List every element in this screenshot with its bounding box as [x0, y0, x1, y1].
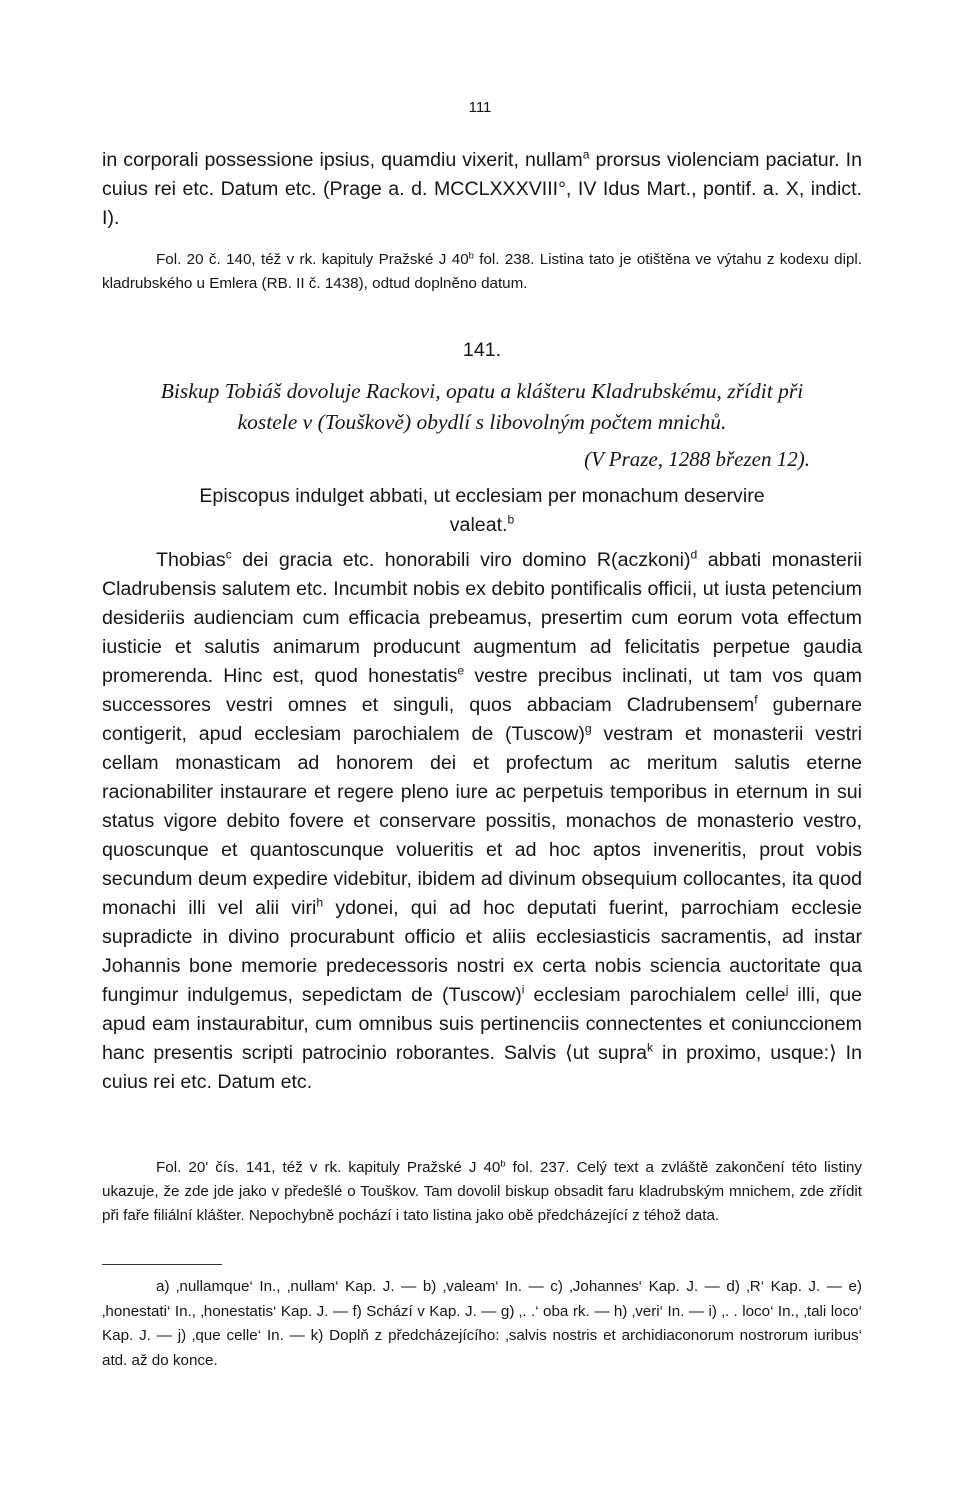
body-text: dei gracia etc. honorabili viro domino R(aczkoni) [231, 549, 691, 571]
summary-line: Episcopus indulget abbati, ut ecclesiam per monachum deservire [199, 485, 765, 507]
note-text-part: fol. 237. Celý text a zvláště zakončení této listiny ukazuje, že zde jde jako v předešlé o Touškov. Tam dovolil biskup obsadit faru kladrubským mnichem, zde zřídit při faře filiální klášter. Nepochybně pochází i tato listina jako obě předcházející z téhož data. [102, 1159, 862, 1224]
footnotes [102, 1275, 862, 1373]
summary-line [102, 511, 862, 540]
footnote-marker: i [521, 982, 525, 997]
footnote-marker: j [785, 982, 789, 997]
footnote-marker: f [754, 692, 758, 707]
document-number: 141. [462, 339, 502, 361]
superscript: b [500, 1157, 506, 1169]
footnote-marker: k [647, 1040, 654, 1055]
note-text-part: Fol. 20 č. 140, též v rk. kapituly Pražské J 40 [156, 251, 469, 268]
intro-note [102, 248, 862, 296]
note-text-part: Fol. 20' čís. 141, též v rk. kapituly Pražské J 40 [156, 1159, 501, 1176]
body-paragraph [102, 546, 862, 1097]
document-heading [102, 376, 862, 438]
document-note-paragraph [102, 1156, 862, 1228]
intro-text [102, 146, 862, 233]
footnote-divider [102, 1264, 222, 1265]
body-text: Thobias [156, 549, 226, 571]
footnote-marker: c [225, 547, 232, 562]
heading-line: kostele v (Touškově) obydlí s libovolným počtem mnichů. [237, 410, 727, 434]
document-summary [102, 482, 862, 540]
document-note [102, 1156, 862, 1228]
intro-text-part: in corporali possessione ipsius, quamdiu vixerit, nullam [102, 149, 583, 171]
intro-paragraph [102, 146, 862, 233]
body-text: vestram et monasterii vestri cellam monasticam ad honorem dei et profectum ac meritum salutis eterne racionabiliter instaurare et regere pleno iure ac perpetuis temporibus in eternum in sui status vigore debito fovere et conservare possitis, monachos de monasterio vestro, quoscunque et quantoscunque volueritis et ad hoc aptos inveneritis, prout vobis secundum deum expedire videbitur, ibidem ad divinum obsequium collocantes, ita quod monachi illi vel alii viri [102, 723, 862, 919]
body-text: ydonei, qui ad hoc deputati fuerint, parrochiam ecclesie supradicte in divino procurabunt officio et aliis ecclesiasticis sacramentis, ad instar Johannis bone memorie predecessoris nostri ex certa nobis sciencia auctoritate qua fungimur indulgemus, sepedictam de (Tuscow) [102, 897, 863, 1006]
body-text: in proximo, usque:⟩ In cuius rei etc. Datum etc. [102, 1042, 862, 1093]
intro-text-part: prorsus violenciam paciatur. In cuius rei etc. Datum etc. (Prage a. d. MCCLXXXVIII°, IV Idus Mart., pontif. a. X, indict. I). [102, 149, 862, 229]
body-text: abbati monasterii Cladrubensis salutem etc. Incumbit nobis ex debito pontificalis officii, ut iusta petencium desideriis audienciam cum efficacia prebeamus, presertim cum eorum vota effectum iusticie et salutis animarum producunt augmentum ad felicitatis perpetue gaudia promerenda. Hinc est, quod honestatis [102, 549, 862, 687]
heading-line: Biskup Tobiáš dovoluje Rackovi, opatu a klášteru Kladrubskému, zřídit při [160, 379, 804, 403]
footnote-marker: e [457, 663, 465, 678]
footnote-marker: h [316, 895, 324, 910]
footnote-marker: b [507, 512, 515, 527]
place-date: (V Praze, 1288 březen 12). [584, 447, 810, 471]
body-text: illi, que apud eam instaurabitur, cum omnibus suis pertinenciis connectentes et coniunccionem hanc presentis scripti patrocinio roborantes. Salvis ⟨ut supra [102, 984, 862, 1064]
body-text: ecclesiam parochialem celle [524, 984, 786, 1006]
intro-note-paragraph [102, 248, 862, 296]
summary-text: valeat. [449, 514, 508, 536]
body-text: vestre precibus inclinati, ut tam vos quam successores vestri omnes et singuli, quos abbaciam Cladrubensem [102, 665, 862, 716]
footnote-marker: a [582, 147, 590, 162]
document-body [102, 546, 862, 1097]
footnotes-text: a) ‚nullamque‘ In., ‚nullam‘ Kap. J. — b) ‚valeam‘ In. — c) ‚Johannes‘ Kap. J. — d) ‚R‘ Kap. J. — e) ‚honestati‘ In., ‚honestatis‘ Kap. J. — f) Schází v Kap. J. — g) ‚. .‘ oba rk. — h) ‚veri‘ In. — i) ‚. . loco‘ In., ‚tali loco‘ Kap. J. — j) ‚que celle‘ In. — k) Doplň z předcházejícího: ‚salvis nostris et archidiaconorum nostrorum iuribus‘ atd. až do konce. [102, 1278, 862, 1369]
note-text-part: fol. 238. Listina tato je otištěna ve výtahu z kodexu dipl. kladrubského u Emlera (RB. II č. 1438), odtud doplněno datum. [102, 251, 862, 292]
footnote-marker: d [690, 547, 698, 562]
footnote-marker: g [584, 721, 592, 736]
body-text: gubernare contigerit, apud ecclesiam parochialem de (Tuscow) [102, 694, 862, 745]
superscript: b [468, 249, 474, 261]
page-number: 111 [468, 99, 492, 116]
